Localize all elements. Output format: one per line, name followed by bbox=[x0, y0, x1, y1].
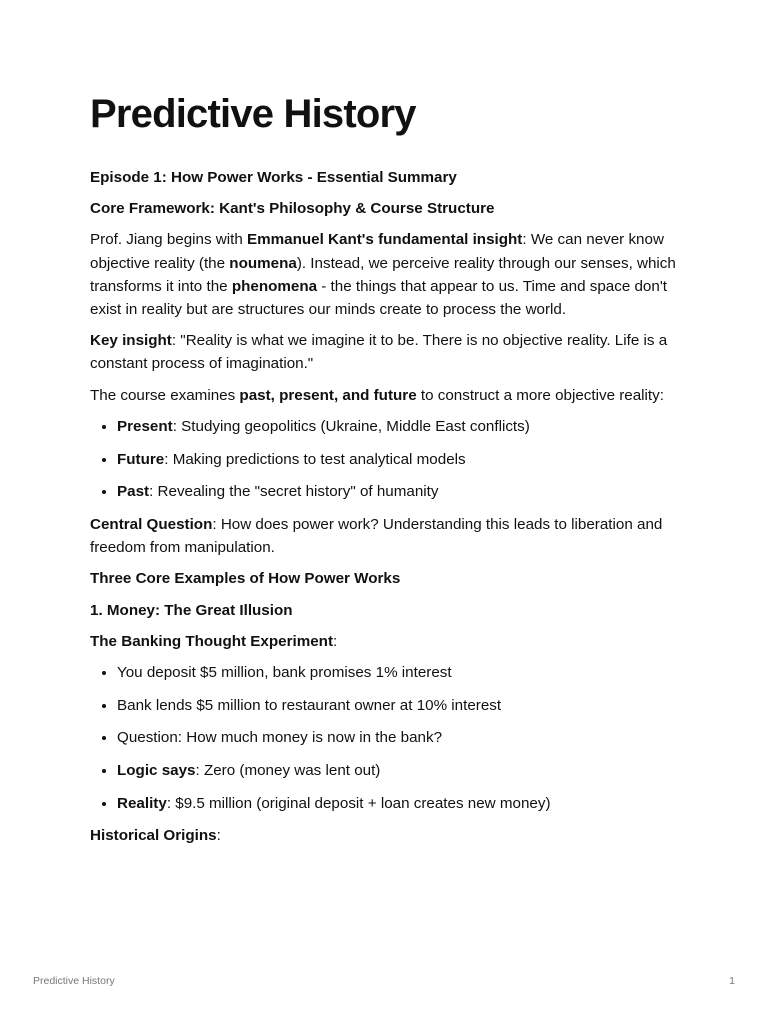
origins-heading: Historical Origins: bbox=[90, 827, 221, 845]
phenomena-emphasis: phenomena bbox=[231, 277, 318, 295]
key-insight-label: Key insight bbox=[90, 332, 172, 350]
footer-document-title: Predictive History bbox=[33, 975, 115, 987]
central-question-label: Central Question bbox=[90, 515, 213, 533]
framework-heading: Core Framework: Kant's Philosophy & Course Structure bbox=[90, 200, 495, 218]
kant-insight-emphasis: Emmanuel Kant's fundamental insight bbox=[247, 231, 523, 249]
list-item: • Present: Studying geopolitics (Ukraine, Middle East conflicts) bbox=[117, 415, 680, 438]
list-item: • Bank lends $5 million to restaurant owner at 10% interest bbox=[117, 694, 680, 717]
banking-list bbox=[90, 661, 680, 815]
episode-heading: Episode 1: How Power Works - Essential Summary bbox=[90, 169, 457, 186]
key-insight-paragraph: Key insight: "Reality is what we imagine it to be. There is no objective reality. Life is a constant process of imagination." bbox=[90, 332, 668, 373]
list-item: • Future: Making predictions to test analytical models bbox=[117, 448, 680, 471]
list-item: • Past: Revealing the "secret history" of humanity bbox=[117, 480, 680, 503]
past-present-future-emphasis: past, present, and future bbox=[239, 386, 417, 404]
footer-page-number: 1 bbox=[729, 975, 735, 987]
banking-heading: The Banking Thought Experiment: bbox=[90, 632, 338, 650]
noumena-emphasis: noumena bbox=[229, 254, 297, 272]
list-item: • Question: How much money is now in the bank? bbox=[117, 726, 680, 749]
document-page bbox=[90, 88, 680, 856]
intro-paragraph: Prof. Jiang begins with Emmanuel Kant's fundamental insight: We can never know objective reality (the noumena). Instead, we perceive reality through our senses, which transforms it into the phenomena - the things that appear to us. Time and space don't exist in reality but are structures our minds create to process the world. bbox=[90, 231, 676, 319]
timeline-list bbox=[90, 415, 680, 504]
list-item: • You deposit $5 million, bank promises 1% interest bbox=[117, 661, 680, 684]
central-question-paragraph: Central Question: How does power work? Understanding this leads to liberation and freedom from manipulation. bbox=[90, 515, 663, 557]
course-paragraph: The course examines past, present, and future to construct a more objective reality: bbox=[90, 386, 664, 404]
examples-heading: Three Core Examples of How Power Works bbox=[90, 570, 401, 588]
money-heading: 1. Money: The Great Illusion bbox=[90, 601, 293, 619]
list-item: • Reality: $9.5 million (original deposit + loan creates new money) bbox=[117, 792, 680, 815]
document-title: Predictive History bbox=[90, 92, 416, 136]
list-item: • Logic says: Zero (money was lent out) bbox=[117, 759, 680, 782]
